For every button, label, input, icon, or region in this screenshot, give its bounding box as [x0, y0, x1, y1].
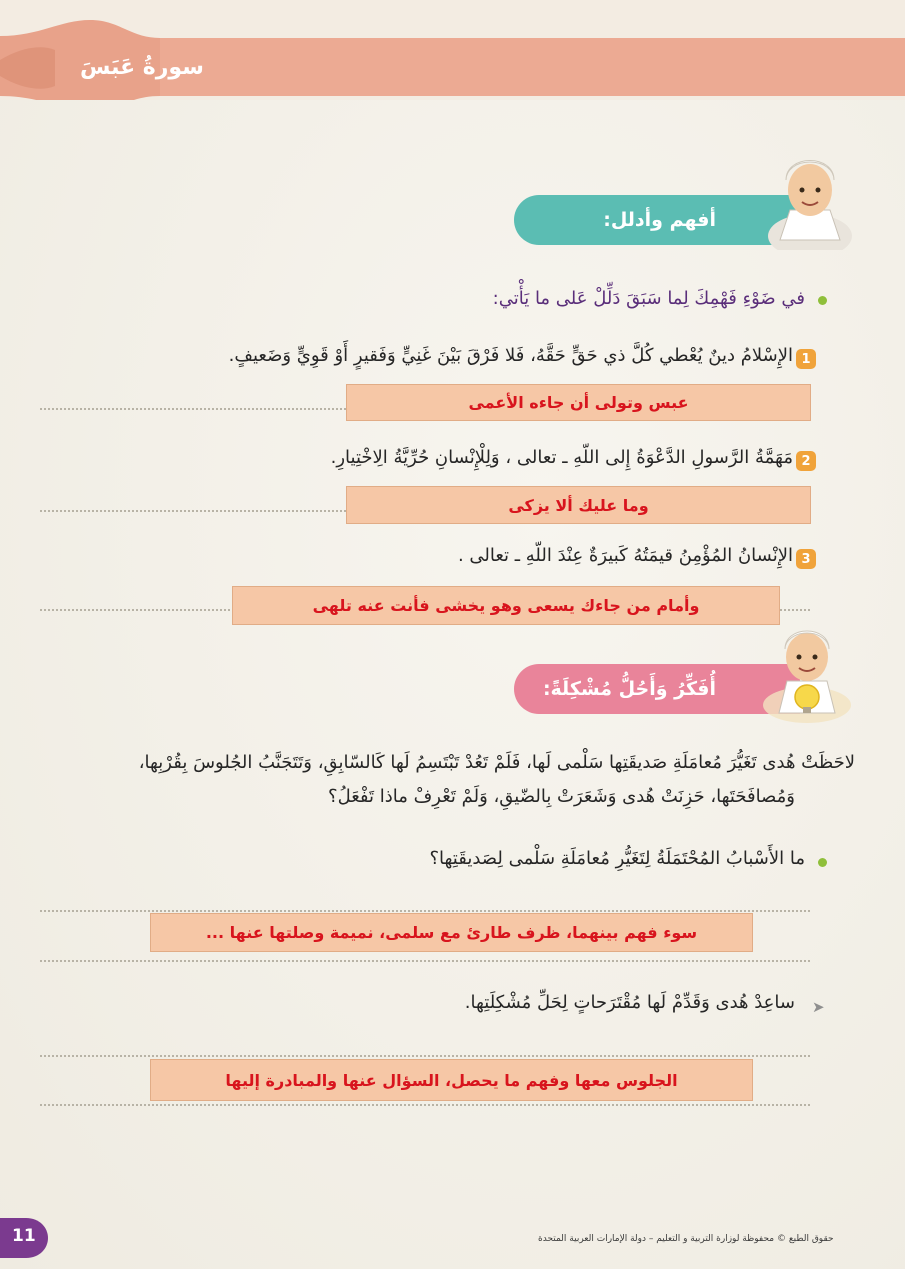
item-number-badge: 1	[796, 349, 816, 369]
answer-text: وما عليك ألا يزكى	[508, 495, 649, 515]
page-number: 11	[12, 1226, 36, 1246]
answer-box[interactable]	[346, 486, 811, 524]
answer-line	[40, 910, 810, 912]
answer-box[interactable]	[150, 1059, 753, 1101]
story-line: لاحَظَتْ هُدى تَغَيُّرَ مُعامَلَةِ صَديقَتِها سَلْمى لَها، فَلَمْ تَعُدْ تَبْتَسِمُ لَها كَالسّابِقِ، وَتَتَجَنَّبُ الجُلوسَ بِقُرْبِها،	[138, 752, 855, 773]
answer-text: سوء فهم بينهما، ظرف طارئ مع سلمى، نميمة وصلتها عنها ...	[205, 923, 698, 942]
copyright-text: حقوق الطبع © محفوظة لوزارة التربية و التعليم – دولة الإمارات العربية المتحدة	[538, 1234, 834, 1244]
header-banner	[0, 0, 905, 100]
section-title-understand: أفهم وأدلل:	[603, 209, 716, 231]
arrow-bullet-icon: ➤	[812, 998, 825, 1016]
item-number-badge: 3	[796, 549, 816, 569]
item-number-badge: 2	[796, 451, 816, 471]
answer-text: الجلوس معها وفهم ما يحصل، السؤال عنها والمبادرة إليها	[225, 1070, 678, 1090]
bullet-dot-icon	[818, 296, 827, 305]
section-header-understand	[514, 195, 800, 245]
boy-with-lightbulb-icon	[757, 613, 857, 723]
instruction-text: في ضَوْءِ فَهْمِكَ لِما سَبَقَ دَلِّلْ عَلى ما يَأْتي:	[492, 288, 805, 309]
bullet-dot-icon	[818, 858, 827, 867]
item-statement: الإِنْسانُ المُؤْمِنُ قيمَتُهُ كَبيرَةٌ عِنْدَ اللّهِ ـ تعالى .	[457, 545, 793, 566]
question-text: ما الأَسْبابُ المُحْتَمَلَةُ لِتَغَيُّرِ مُعامَلَةِ سَلْمى لِصَديقَتِها؟	[429, 848, 805, 869]
answer-text: وأمام من جاءك يسعى وهو يخشى فأنت عنه تلهى	[312, 596, 700, 615]
answer-line	[40, 1055, 810, 1057]
answer-line	[40, 960, 810, 962]
answer-box[interactable]	[150, 913, 753, 952]
boy-avatar-icon	[760, 140, 860, 250]
story-line: وَمُصافَحَتَها، حَزِنَتْ هُدى وَشَعَرَتْ بِالضّيقِ، وَلَمْ تَعْرِفْ ماذا تَفْعَلُ؟	[328, 786, 795, 807]
answer-text: عبس وتولى أن جاءه الأعمى	[468, 393, 689, 412]
section-title-problem: أُفَكِّرُ وَأَحُلُّ مُشْكِلَةً:	[542, 678, 716, 700]
item-statement: الإِسْلامُ دينٌ يُعْطي كُلَّ ذي حَقٍّ حَقَّهُ، فَلا فَرْقَ بَيْنَ غَنِيٍّ وَفَقيرٍ أَوْ قَوِيٍّ وَضَعيفٍ.	[228, 345, 793, 366]
answer-box[interactable]	[232, 586, 780, 625]
answer-box[interactable]	[346, 384, 811, 421]
task-text: ساعِدْ هُدى وَقَدِّمْ لَها مُقْتَرَحاتٍ لِحَلِّ مُشْكِلَتِها.	[464, 992, 795, 1013]
page-title: سورةُ عَبَسَ	[80, 55, 204, 80]
item-statement: مَهَمَّةُ الرَّسولِ الدَّعْوَةُ إِلى اللّهِ ـ تعالى ، وَلِلْإِنْسانِ حُرِّيَّةُ الِاخْتِيارِ.	[330, 447, 793, 468]
answer-line	[40, 1104, 810, 1106]
